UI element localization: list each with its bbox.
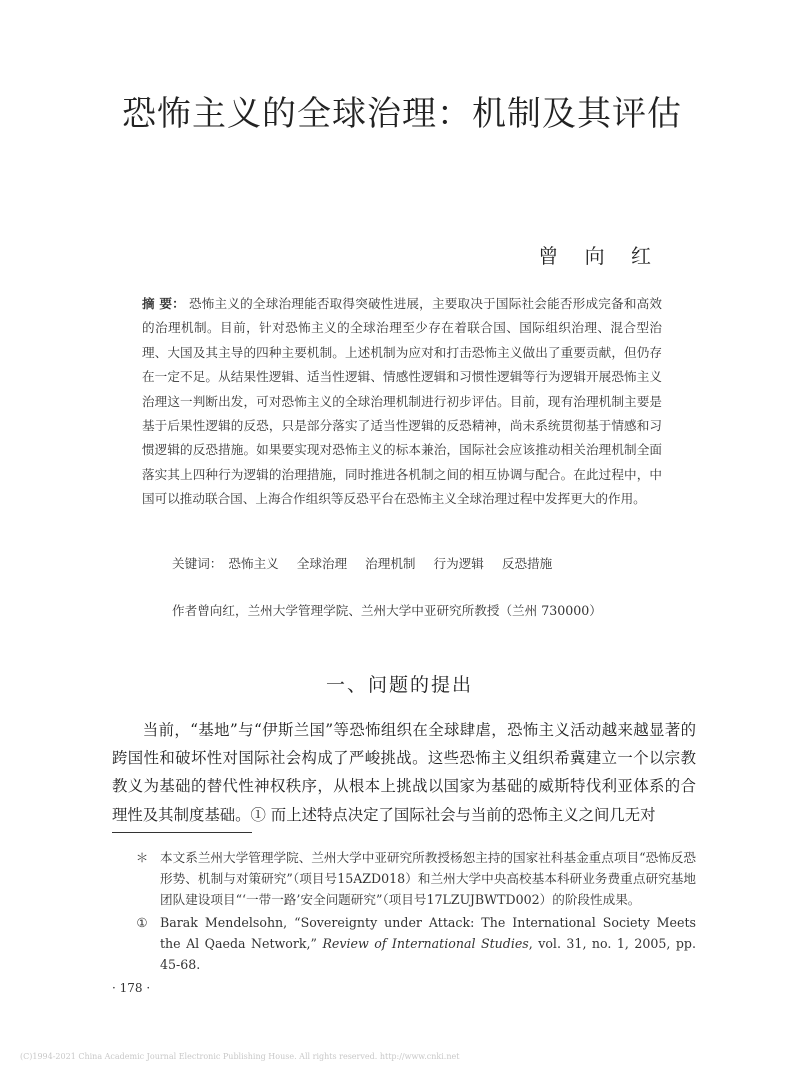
keyword: 行为逻辑 (433, 556, 484, 571)
keyword: 治理机制 (365, 556, 416, 571)
footnote-citation (112, 912, 696, 975)
footnote-mark: ① (136, 915, 148, 930)
abstract-text: 恐怖主义的全球治理能否取得突破性进展，主要取决于国际社会能否形成完备和高效的治理机制。目前，针对恐怖主义的全球治理至少存在着联合国、国际组织治理、混合型治理、大国及其主导的四种主要机制。上述机制为应对和打击恐怖主义做出了重要贡献，但仍存在一定不足。从结果性逻辑、适当性逻辑、情感性逻辑和习惯性逻辑等行为逻辑开展恐怖主义治理这一判断出发，可对恐怖主义的全球治理机制进行初步评估。目前，现有治理机制主要是基于后果性逻辑的反恐，只是部分落实了适当性逻辑的反恐精神，尚未系统贯彻基于情感和习惯逻辑的反恐措施。如果要实现对恐怖主义的标本兼治，国际社会应该推动相关治理机制全面落实其上四种行为逻辑的治理措施，同时推进各机制之间的相互协调与配合。在此过程中，中国可以推动联合国、上海合作组织等反恐平台在恐怖主义全球治理过程中发挥更大的作用。 (142, 296, 662, 507)
abstract-block (142, 292, 662, 512)
section-heading: 一、问题的提出 (325, 674, 473, 696)
keywords-label: 关键词： (172, 556, 223, 571)
footnote-text (160, 912, 696, 975)
footnote-rule (112, 832, 252, 833)
keyword: 恐怖主义 (228, 556, 279, 571)
article-title: 恐怖主义的全球治理：机制及其评估 (122, 94, 682, 134)
watermark: (C)1994-2021 China Academic Journal Electronic Publishing House. All rights reserved. http://www.cnki.net (20, 1052, 460, 1061)
page-number: · 178 · (112, 981, 151, 995)
body-paragraph: 当前，“基地”与“伊斯兰国”等恐怖组织在全球肆虐，恐怖主义活动越来越显著的跨国性和破坏性对国际社会构成了严峻挑战。这些恐怖主义组织希冀建立一个以宗教教义为基础的替代性神权秩序，从根本上挑战以国家为基础的威斯特伐利亚体系的合理性及其制度基础。① 而上述特点决定了国际社会与当前的恐怖主义之间几无对 (112, 721, 696, 824)
footnote-text: 本文系兰州大学管理学院、兰州大学中亚研究所教授杨恕主持的国家社科基金重点项目“恐怖反恐形势、机制与对策研究”（项目号15AZD018）和兰州大学中央高校基本科研业务费重点研究基地团队建设项目“‘一带一路’安全问题研究”（项目号17LZUJBWTD002）的阶段性成果。 (160, 850, 696, 907)
keyword: 全球治理 (296, 556, 348, 571)
citation-text-after: , vol. 31, no. 1, 2005, pp. 45-68. (160, 936, 696, 972)
footnote-mark: ＊ (135, 850, 149, 865)
footnote-funding (112, 847, 696, 910)
journal-name: Review of International Studies (322, 936, 529, 951)
abstract-label: 摘 要： (142, 296, 185, 311)
author-affiliation: 作者曾向红，兰州大学管理学院、兰州大学中亚研究所教授（兰州 730000） (172, 603, 602, 618)
author-name: 曾 向 红 (538, 244, 661, 268)
keyword: 反恐措施 (501, 556, 553, 571)
citation-text-before: Barak Mendelsohn, “Sovereignty under Attack: The International Society Meets the Al Qaeda Network,” (160, 915, 696, 951)
keywords-line (172, 553, 672, 572)
